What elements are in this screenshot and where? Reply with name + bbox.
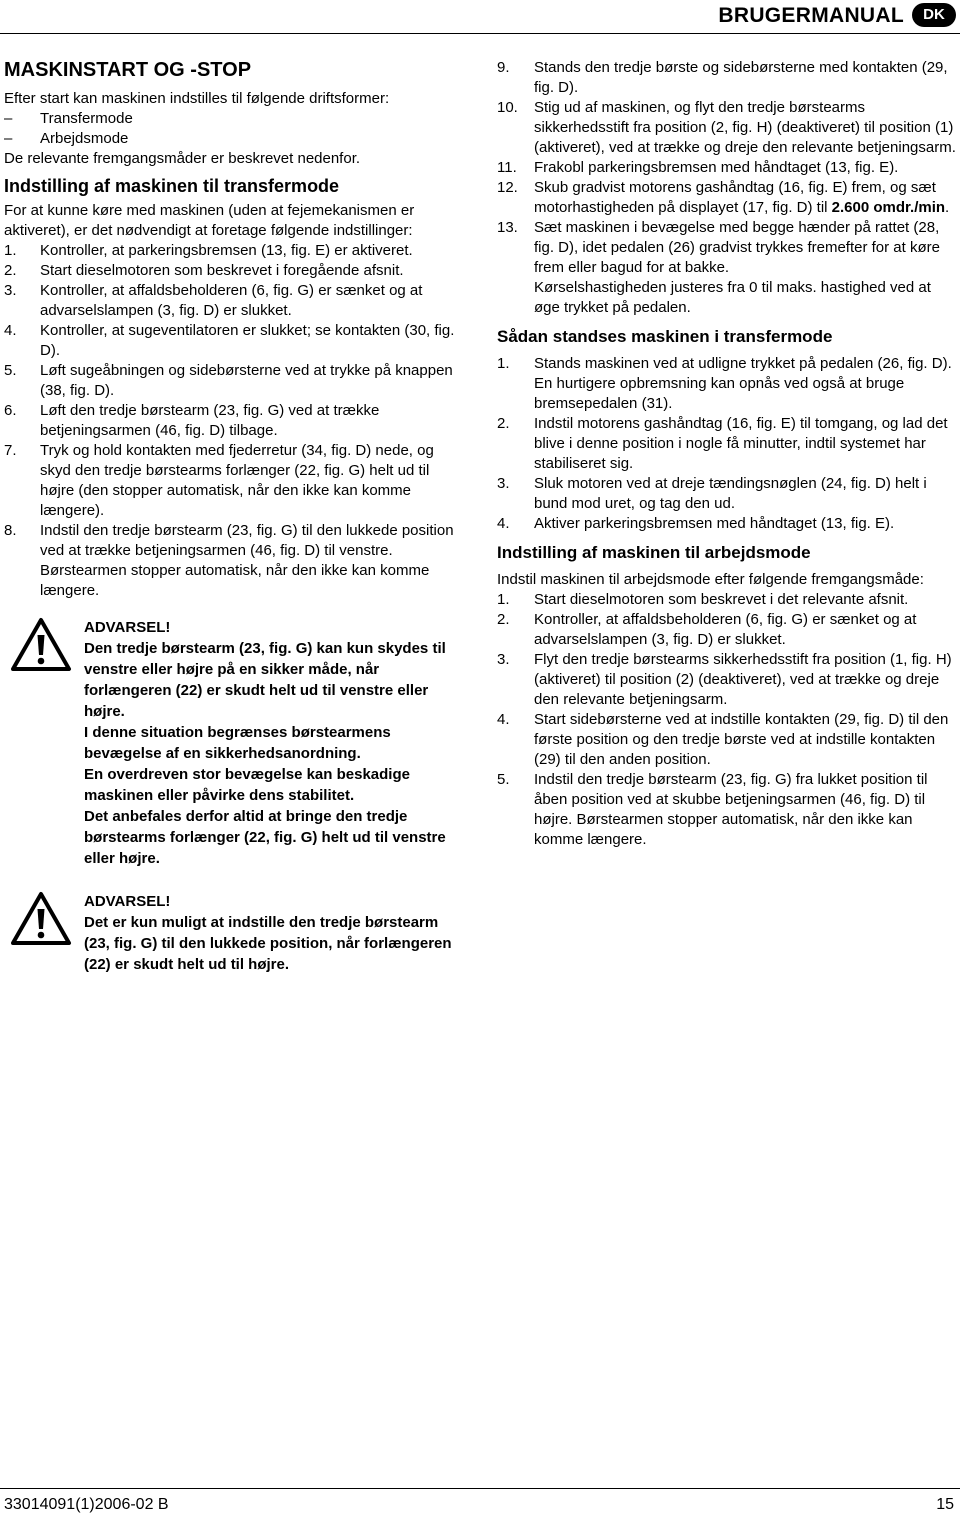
- list-number: 11.: [497, 159, 517, 176]
- warning-block: [4, 617, 464, 869]
- list-number: 5.: [497, 771, 510, 788]
- warning-paragraph: Det er kun muligt at indstille den tredje børstearm (23, fig. G) til den lukkede position, når forlængeren (22) er skudt helt ud til højre.: [84, 914, 452, 973]
- list-note: Kørselshastigheden justeres fra 0 til maks. hastighed ved at øge trykket på pedalen.: [534, 279, 931, 316]
- mode-item: [4, 109, 464, 129]
- list-text: Start sidebørsterne ved at indstille kontakten (29, fig. D) til den første position og den tredje børste ved at indstille kontakten (29) til den anden position.: [534, 711, 949, 768]
- list-item: [4, 241, 464, 261]
- list-number: 1.: [4, 242, 17, 259]
- list-number: 4.: [497, 711, 510, 728]
- list-number: 3.: [497, 475, 510, 492]
- list-text: Indstil motorens gashåndtag (16, fig. E) til tomgang, og lad det blive i denne position i nogle få minutter, indtil systemet har stabiliseret sig.: [534, 415, 948, 472]
- list-number: 2.: [4, 262, 17, 279]
- warning-text: [84, 617, 464, 869]
- list-text: Løft sugeåbningen og sidebørsterne ved at trykke på knappen (38, fig. D).: [40, 362, 453, 399]
- list-item: [497, 354, 959, 414]
- list-item: [4, 261, 464, 281]
- list-item: [497, 650, 959, 710]
- list-text: Tryk og hold kontakten med fjederretur (34, fig. D) nede, og skyd den tredje børstearms forlænger (22, fig. G) helt ud til højre (den stopper automatisk, når den ikke kan komme længere).: [40, 442, 434, 519]
- list-text: Indstil den tredje børstearm (23, fig. G) fra lukket position til åben position ved at skubbe betjeningsarmen (46, fig. D) til højre. Børstearmen stopper automatisk, når den ikke kan komme længere.: [534, 771, 928, 848]
- footer-rule: [0, 1488, 960, 1489]
- stop-steps: [497, 354, 959, 534]
- list-text: Kontroller, at affaldsbeholderen (6, fig. G) er sænket og at advarselslampen (3, fig. D) er slukket.: [534, 611, 917, 648]
- list-item: [497, 710, 959, 770]
- list-text: Indstil den tredje børstearm (23, fig. G) til den lukkede position ved at trække betjeningsarmen (46, fig. D) til venstre.: [40, 522, 454, 559]
- list-text: Kontroller, at affaldsbeholderen (6, fig. G) er sænket og at advarselslampen (3, fig. D) er slukket.: [40, 282, 423, 319]
- list-number: 1.: [497, 355, 510, 372]
- workmode-steps: [497, 590, 959, 850]
- mode-label: Transfermode: [40, 110, 133, 127]
- list-item: [497, 178, 959, 218]
- transfermode-steps-continued: [497, 58, 959, 318]
- list-number: 4.: [4, 322, 17, 339]
- list-number: 5.: [4, 362, 17, 379]
- warning-paragraph: Det anbefales derfor altid at bringe den tredje børstearms forlænger (22, fig. G) helt ud til venstre eller højre.: [84, 808, 446, 867]
- list-number: 6.: [4, 402, 17, 419]
- list-text: Sæt maskinen i bevægelse med begge hænder på rattet (28, fig. D), idet pedalen (26) gradvist trykkes fremefter for at køre frem eller bagud for at bakke.: [534, 219, 940, 276]
- list-number: 10.: [497, 99, 518, 116]
- list-item: [497, 770, 959, 850]
- list-text: Skub gradvist motorens gashåndtag (16, fig. E) frem, og sæt motorhastigheden på displayet (17, fig. D) til: [534, 179, 936, 216]
- document-number: 33014091(1)2006-02 B: [4, 1496, 169, 1513]
- list-number: 2.: [497, 415, 510, 432]
- transfermode-steps: [4, 241, 464, 601]
- list-item: [497, 590, 959, 610]
- list-text: Stands maskinen ved at udligne trykket på pedalen (26, fig. D).: [534, 355, 952, 372]
- list-note: Børstearmen stopper automatisk, når den ikke kan komme længere.: [40, 562, 430, 599]
- list-number: 7.: [4, 442, 17, 459]
- left-column: [4, 58, 464, 975]
- list-item: [4, 521, 464, 601]
- list-item: [497, 58, 959, 98]
- dash-marker: –: [4, 110, 13, 127]
- warning-paragraph: I denne situation begrænses børstearmens bevægelse af en sikkerhedsanordning.: [84, 724, 391, 762]
- list-text-emphasis: 2.600 omdr./min: [831, 199, 946, 216]
- list-text: Start dieselmotoren som beskrevet i foregående afsnit.: [40, 262, 404, 279]
- list-number: 8.: [4, 522, 17, 539]
- list-text: Kontroller, at sugeventilatoren er slukket; se kontakten (30, fig. D).: [40, 322, 455, 359]
- warning-paragraph: En overdreven stor bevægelse kan beskadige maskinen eller påvirke dens stabilitet.: [84, 766, 410, 804]
- language-badge: DK: [912, 3, 956, 27]
- list-number: 12.: [497, 179, 518, 196]
- section-intro: For at kunne køre med maskinen (uden at fejemekanismen er aktiveret), er det nødvendigt at foretage følgende indstillinger:: [4, 202, 415, 239]
- list-number: 3.: [4, 282, 17, 299]
- list-text: Start dieselmotoren som beskrevet i det relevante afsnit.: [534, 591, 909, 608]
- right-column: [497, 58, 959, 850]
- list-item: [497, 514, 959, 534]
- list-number: 1.: [497, 591, 510, 608]
- header-rule: [0, 33, 960, 34]
- list-item: [497, 610, 959, 650]
- list-item: [497, 218, 959, 318]
- section-title-transfermode: Indstilling af maskinen til transfermode: [4, 176, 340, 196]
- list-text-tail: .: [945, 199, 950, 216]
- list-item: [4, 281, 464, 321]
- list-text: Stig ud af maskinen, og flyt den tredje børstearms sikkerhedsstift fra position (2, fig. H) (deaktiveret) til position (1) (aktiveret), ved at trække og dreje den relevante betjeningsarm.: [534, 99, 956, 156]
- warning-triangle-icon: [10, 617, 72, 679]
- warning-triangle-icon: [10, 891, 72, 953]
- warning-block: [4, 891, 464, 975]
- page-number: 15: [936, 1496, 954, 1513]
- list-item: [497, 158, 959, 178]
- page-header: [0, 0, 960, 34]
- list-text: Sluk motoren ved at dreje tændingsnøglen (24, fig. D) helt i bund mod uret, og tag den ud.: [534, 475, 927, 512]
- dash-marker: –: [4, 130, 13, 147]
- warning-text: [84, 891, 464, 975]
- mode-label: Arbejdsmode: [40, 130, 129, 147]
- list-number: 3.: [497, 651, 510, 668]
- section-title-workmode: Indstilling af maskinen til arbejdsmode: [497, 543, 811, 562]
- list-text: Flyt den tredje børstearms sikkerhedsstift fra position (1, fig. H) (aktiveret) til position (2) (deaktiveret), ved at trække og dreje den relevante betjeningsarm.: [534, 651, 952, 708]
- list-number: 4.: [497, 515, 510, 532]
- warning-label: ADVARSEL!: [84, 619, 171, 636]
- intro-text: Efter start kan maskinen indstilles til følgende driftsformer:: [4, 90, 390, 107]
- warning-paragraph: Den tredje børstearm (23, fig. G) kan kun skydes til venstre eller højre på en sikker måde, når forlængeren (22) er skudt helt ud til venstre eller højre.: [84, 640, 446, 720]
- warnings: [4, 617, 464, 975]
- work-intro: Indstil maskinen til arbejdsmode efter følgende fremgangsmåde:: [497, 571, 924, 588]
- list-number: 13.: [497, 219, 518, 236]
- list-text: Kontroller, at parkeringsbremsen (13, fig. E) er aktiveret.: [40, 242, 413, 259]
- list-item: [4, 441, 464, 521]
- section-title-stop: Sådan standses maskinen i transfermode: [497, 327, 833, 346]
- section-title-start-stop: MASKINSTART OG -STOP: [4, 59, 252, 81]
- list-item: [4, 401, 464, 441]
- after-modes-text: De relevante fremgangsmåder er beskrevet nedenfor.: [4, 150, 361, 167]
- list-text: Frakobl parkeringsbremsen med håndtaget (13, fig. E).: [534, 159, 899, 176]
- list-number: 2.: [497, 611, 510, 628]
- list-item: [4, 321, 464, 361]
- warning-label: ADVARSEL!: [84, 893, 171, 910]
- list-number: 9.: [497, 59, 510, 76]
- list-text: Stands den tredje børste og sidebørsterne med kontakten (29, fig. D).: [534, 59, 948, 96]
- list-item: [497, 474, 959, 514]
- list-item: [4, 361, 464, 401]
- list-item: [497, 98, 959, 158]
- list-item: [497, 414, 959, 474]
- list-text: Aktiver parkeringsbremsen med håndtaget (13, fig. E).: [534, 515, 895, 532]
- mode-item: [4, 129, 464, 149]
- header-title: BRUGERMANUAL: [718, 4, 904, 27]
- list-text: Løft den tredje børstearm (23, fig. G) ved at trække betjeningsarmen (46, fig. D) tilbage.: [40, 402, 380, 439]
- list-note: En hurtigere opbremsning kan opnås ved også at bruge bremsepedalen (31).: [534, 375, 905, 412]
